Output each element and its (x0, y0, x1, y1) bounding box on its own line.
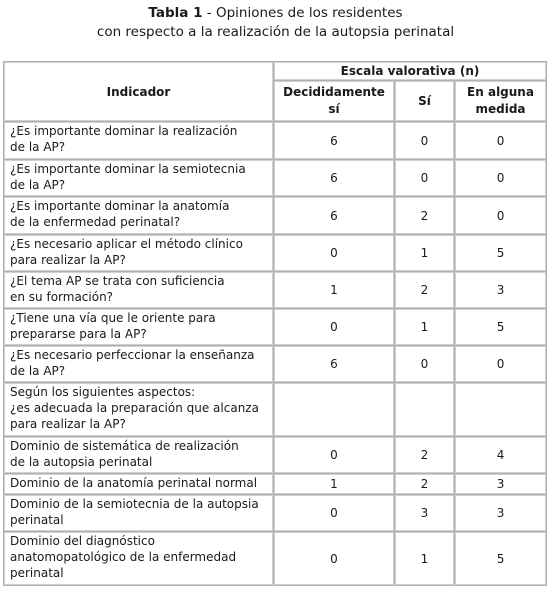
indicator-text-line: Dominio de sistemática de realización (10, 439, 239, 453)
caption-text: - Opiniones de los residentes (202, 5, 403, 21)
indicator-text-line: de la autopsia perinatal (10, 455, 153, 469)
indicator-text-line: perinatal (10, 513, 64, 527)
table-row (4, 309, 547, 346)
caption-label: Tabla 1 (148, 5, 203, 21)
value-en-alguna-medida: 0 (455, 160, 547, 197)
indicator-text-line: en su formación? (10, 290, 114, 304)
header-en-alguna-medida (455, 81, 547, 122)
indicator-cell (4, 235, 274, 272)
table-row (4, 272, 547, 309)
value-si: 3 (395, 495, 455, 532)
caption-line-1 (0, 4, 551, 23)
value-en-alguna-medida: 4 (455, 437, 547, 474)
indicator-text-line: Según los siguientes aspectos: (10, 385, 196, 399)
header-col3-line1: En alguna (467, 85, 534, 99)
indicator-text-line: ¿es adecuada la preparación que alcanza (10, 401, 259, 415)
table-body (4, 122, 547, 586)
indicator-cell (4, 383, 274, 437)
indicator-text-line: ¿Es necesario perfeccionar la enseñanza (10, 348, 255, 362)
value-en-alguna-medida: 3 (455, 474, 547, 495)
header-decididamente-si (274, 81, 395, 122)
value-si (395, 383, 455, 437)
indicator-text-line: de la AP? (10, 364, 66, 378)
table-row (4, 197, 547, 235)
value-decididamente-si: 0 (274, 309, 395, 346)
value-si: 2 (395, 437, 455, 474)
indicator-text-line: para realizar la AP? (10, 253, 126, 267)
value-decididamente-si: 6 (274, 346, 395, 383)
indicator-text-line: de la AP? (10, 178, 66, 192)
value-decididamente-si: 0 (274, 495, 395, 532)
value-si: 0 (395, 346, 455, 383)
indicator-text-line: anatomopatológico de la enfermedad (10, 550, 237, 564)
value-en-alguna-medida: 0 (455, 197, 547, 235)
table-row (4, 474, 547, 495)
indicator-text-line: prepararse para la AP? (10, 327, 147, 341)
indicator-cell (4, 532, 274, 586)
value-decididamente-si: 6 (274, 122, 395, 160)
value-en-alguna-medida: 0 (455, 346, 547, 383)
value-en-alguna-medida: 0 (455, 122, 547, 160)
indicator-text-line: para realizar la AP? (10, 417, 126, 431)
table-row (4, 495, 547, 532)
value-en-alguna-medida: 3 (455, 495, 547, 532)
indicator-cell (4, 197, 274, 235)
indicator-text-line: ¿Es necesario aplicar el método clínico (10, 237, 243, 251)
indicator-cell (4, 495, 274, 532)
header-escala-valorativa: Escala valorativa (n) (274, 62, 547, 81)
value-en-alguna-medida: 5 (455, 532, 547, 586)
indicator-cell (4, 346, 274, 383)
value-si: 1 (395, 532, 455, 586)
value-si: 2 (395, 197, 455, 235)
caption-line-2: con respecto a la realización de la autopsia perinatal (96, 24, 455, 40)
value-decididamente-si: 6 (274, 197, 395, 235)
indicator-text-line: ¿Es importante dominar la semiotecnia (10, 162, 246, 176)
value-decididamente-si: 6 (274, 160, 395, 197)
table-row (4, 235, 547, 272)
value-decididamente-si (274, 383, 395, 437)
value-si: 2 (395, 474, 455, 495)
indicator-cell (4, 309, 274, 346)
indicator-cell (4, 474, 274, 495)
indicator-text-line: ¿Tiene una vía que le oriente para (10, 311, 216, 325)
value-en-alguna-medida: 3 (455, 272, 547, 309)
indicator-cell (4, 160, 274, 197)
header-col3-line2: medida (475, 102, 526, 116)
header-col1-line1: Decididamente (283, 85, 385, 99)
indicator-text-line: Dominio de la anatomía perinatal normal (10, 476, 258, 490)
value-en-alguna-medida: 5 (455, 235, 547, 272)
indicator-cell (4, 272, 274, 309)
table-row (4, 532, 547, 586)
indicator-text-line: ¿El tema AP se trata con suficiencia (10, 274, 225, 288)
opinions-table (3, 61, 547, 586)
value-decididamente-si: 0 (274, 235, 395, 272)
table-row (4, 383, 547, 437)
value-decididamente-si: 1 (274, 272, 395, 309)
value-en-alguna-medida (455, 383, 547, 437)
value-decididamente-si: 0 (274, 532, 395, 586)
indicator-text-line: Dominio del diagnóstico (10, 534, 155, 548)
table-row (4, 122, 547, 160)
value-si: 0 (395, 122, 455, 160)
value-si: 1 (395, 309, 455, 346)
value-si: 1 (395, 235, 455, 272)
value-si: 0 (395, 160, 455, 197)
indicator-text-line: perinatal (10, 566, 64, 580)
indicator-text-line: ¿Es importante dominar la realización (10, 124, 238, 138)
header-si: Sí (395, 81, 455, 122)
value-decididamente-si: 1 (274, 474, 395, 495)
indicator-text-line: de la AP? (10, 140, 66, 154)
indicator-text-line: ¿Es importante dominar la anatomía (10, 199, 230, 213)
indicator-cell (4, 437, 274, 474)
table-row (4, 437, 547, 474)
table-caption (0, 0, 551, 46)
indicator-text-line: Dominio de la semiotecnia de la autopsia (10, 497, 259, 511)
value-decididamente-si: 0 (274, 437, 395, 474)
indicator-cell (4, 122, 274, 160)
value-si: 2 (395, 272, 455, 309)
value-en-alguna-medida: 5 (455, 309, 547, 346)
header-col1-line2: sí (328, 102, 340, 116)
indicator-text-line: de la enfermedad perinatal? (10, 215, 181, 229)
table-row (4, 346, 547, 383)
table-row (4, 160, 547, 197)
header-indicador: Indicador (4, 62, 274, 122)
